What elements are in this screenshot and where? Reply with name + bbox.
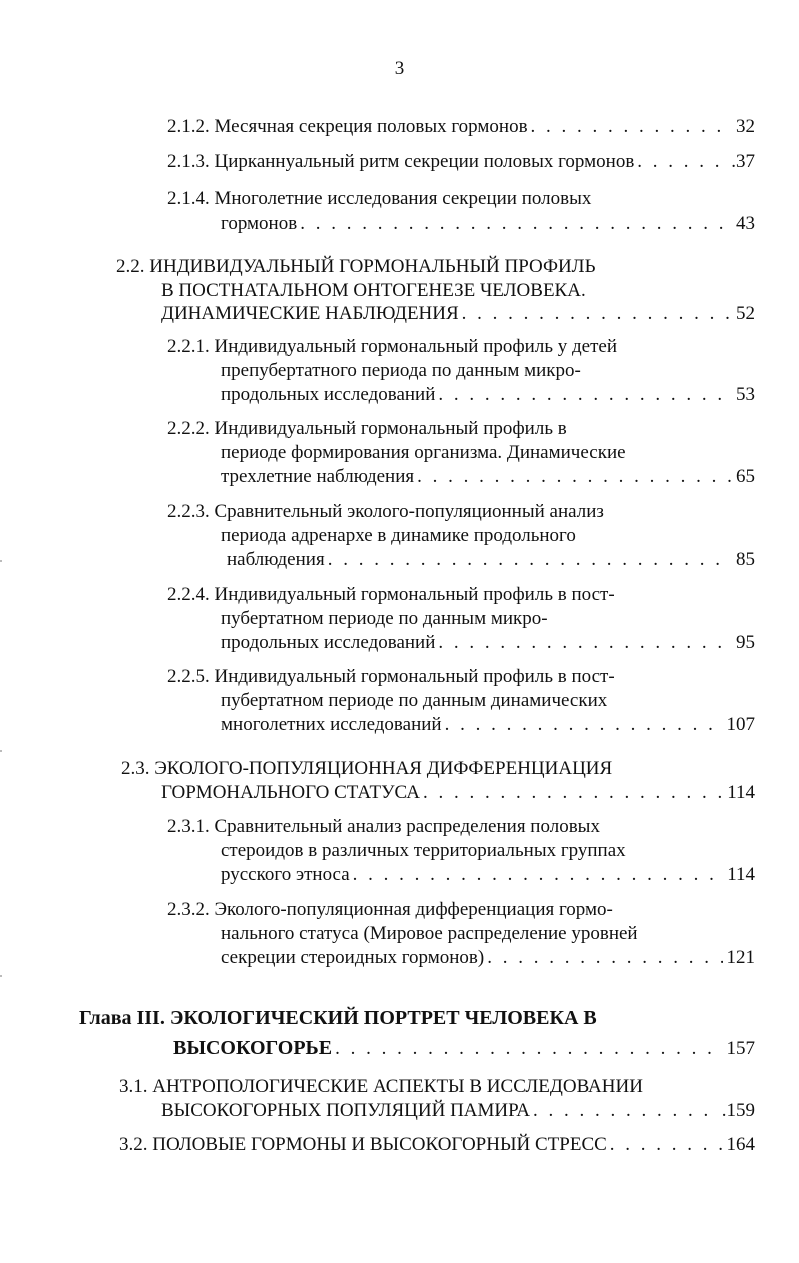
dot-leader (420, 780, 723, 805)
dot-leader (350, 862, 724, 887)
toc-entry-title: ДИНАМИЧЕСКИЕ НАБЛЮДЕНИЯ (161, 303, 459, 324)
toc-section-3-1[interactable] (161, 1098, 755, 1123)
toc-entry-title: секреции стероидных гормонов) (221, 947, 485, 968)
toc-section-2-3-line-1[interactable]: 2.3. ЭКОЛОГО-ПОПУЛЯЦИОННАЯ ДИФФЕРЕНЦИАЦИЯ (121, 758, 613, 779)
toc-entry-2-2-2[interactable] (221, 464, 755, 489)
toc-entry-2-3-1-line-2: стероидов в различных территориальных группах (221, 840, 626, 861)
toc-entry-page: 121 (726, 947, 755, 968)
scan-speck (0, 975, 2, 977)
toc-entry-page: 85 (736, 549, 755, 570)
toc-entry-page: 114 (727, 864, 755, 885)
toc-entry-2-1-3[interactable] (167, 149, 755, 174)
toc-entry-2-2-4-line-1[interactable]: 2.2.4. Индивидуальный гормональный профиль в пост- (167, 584, 615, 605)
toc-entry-title: ГОРМОНАЛЬНОГО СТАТУСА (161, 782, 420, 803)
toc-entry-2-3-2-line-1[interactable]: 2.3.2. Эколого-популяционная дифференциация гормо- (167, 899, 613, 920)
toc-entry-title: продольных исследований (221, 384, 436, 405)
toc-entry-2-3-1[interactable] (221, 862, 755, 887)
toc-section-2-3[interactable] (161, 780, 755, 805)
toc-entry-page: 95 (736, 632, 755, 653)
toc-entry-2-3-1-line-1[interactable]: 2.3.1. Сравнительный анализ распределения половых (167, 816, 600, 837)
toc-entry-title: трехлетние наблюдения (221, 466, 415, 487)
toc-entry-2-2-4-line-2: пубертатном периоде по данным микро- (221, 608, 548, 629)
toc-entry-2-2-3-line-1[interactable]: 2.2.3. Сравнительный эколого-популяционный анализ (167, 501, 604, 522)
toc-section-3-1-line-1[interactable]: 3.1. АНТРОПОЛОГИЧЕСКИЕ АСПЕКТЫ В ИССЛЕДОВАНИИ (119, 1076, 643, 1097)
toc-entry-2-2-1[interactable] (221, 382, 755, 407)
toc-entry-page: 65 (736, 466, 755, 487)
toc-entry-2-1-2[interactable] (167, 114, 755, 139)
toc-entry-2-3-2[interactable] (221, 945, 755, 970)
dot-leader (325, 547, 732, 572)
toc-entry-2-2-5-line-2: пубертатном периоде по данным динамических (221, 690, 608, 711)
toc-entry-page: .159 (721, 1100, 755, 1121)
toc-entry-title: русского этноса (221, 864, 350, 885)
page-number: 3 (394, 58, 405, 79)
toc-entry-title: продольных исследований (221, 632, 436, 653)
toc-chapter-3-line-1[interactable]: Глава III. ЭКОЛОГИЧЕСКИЙ ПОРТРЕТ ЧЕЛОВЕКА В (79, 1007, 597, 1029)
toc-entry-2-2-2-line-1[interactable]: 2.2.2. Индивидуальный гормональный профиль в (167, 418, 567, 439)
dot-leader (459, 301, 732, 326)
toc-entry-page: 53 (736, 384, 755, 405)
toc-entry-page: 164 (726, 1134, 755, 1155)
toc-entry-title: 2.1.2. Месячная секреция половых гормонов (167, 116, 528, 137)
dot-leader (435, 382, 732, 407)
toc-entry-page: 52 (736, 303, 755, 324)
dot-leader (414, 464, 732, 489)
dot-leader (435, 630, 732, 655)
scan-speck (0, 560, 2, 562)
dot-leader (484, 945, 722, 970)
toc-entry-title: наблюдения (227, 549, 325, 570)
toc-entry-2-2-5[interactable] (221, 712, 755, 737)
dot-leader (634, 149, 727, 174)
toc-entry-2-2-1-line-1[interactable]: 2.2.1. Индивидуальный гормональный профиль у детей (167, 336, 617, 357)
toc-entry-title: ВЫСОКОГОРНЫХ ПОПУЛЯЦИЙ ПАМИРА (161, 1100, 530, 1121)
dot-leader (528, 114, 732, 139)
toc-entry-2-2-4[interactable] (221, 630, 755, 655)
toc-entry-title: многолетних исследований (221, 714, 442, 735)
toc-entry-page: .37 (731, 151, 755, 172)
toc-entry-2-1-4-line-1[interactable]: 2.1.4. Многолетние исследования секреции половых (167, 188, 592, 209)
toc-entry-2-2-5-line-1[interactable]: 2.2.5. Индивидуальный гормональный профиль в пост- (167, 666, 615, 687)
toc-entry-2-2-3[interactable] (227, 547, 755, 572)
toc-section-3-2[interactable] (119, 1132, 755, 1157)
toc-entry-2-1-4[interactable] (221, 211, 755, 236)
toc-section-2-2-line-1[interactable]: 2.2. ИНДИВИДУАЛЬНЫЙ ГОРМОНАЛЬНЫЙ ПРОФИЛЬ (116, 256, 596, 277)
dot-leader (530, 1098, 718, 1123)
toc-entry-page: 32 (736, 116, 755, 137)
toc-entry-2-2-1-line-2: препубертатного периода по данным микро- (221, 360, 581, 381)
toc-entry-2-3-2-line-2: нального статуса (Мировое распределение уровней (221, 923, 638, 944)
toc-chapter-3[interactable] (173, 1036, 755, 1061)
toc-entry-page: 107 (726, 714, 755, 735)
toc-entry-title: 3.2. ПОЛОВЫЕ ГОРМОНЫ И ВЫСОКОГОРНЫЙ СТРЕСС (119, 1134, 607, 1155)
dot-leader (442, 712, 723, 737)
toc-entry-2-2-3-line-2: периода адренархе в динамике продольного (221, 525, 576, 546)
toc-entry-page: 157 (726, 1038, 755, 1059)
toc-entry-2-2-2-line-2: периоде формирования организма. Динамические (221, 442, 626, 463)
toc-entry-title: гормонов (221, 213, 298, 234)
toc-section-2-2-line-2: В ПОСТНАТАЛЬНОМ ОНТОГЕНЕЗЕ ЧЕЛОВЕКА. (161, 280, 586, 301)
toc-entry-title: ВЫСОКОГОРЬЕ (173, 1037, 333, 1059)
dot-leader (332, 1036, 722, 1061)
dot-leader (607, 1132, 723, 1157)
toc-entry-page: 114 (727, 782, 755, 803)
scan-speck (0, 750, 2, 752)
toc-entry-page: 43 (736, 213, 755, 234)
toc-section-2-2[interactable] (161, 301, 755, 326)
dot-leader (297, 211, 732, 236)
toc-entry-title: 2.1.3. Цирканнуальный ритм секреции половых гормонов (167, 151, 635, 172)
